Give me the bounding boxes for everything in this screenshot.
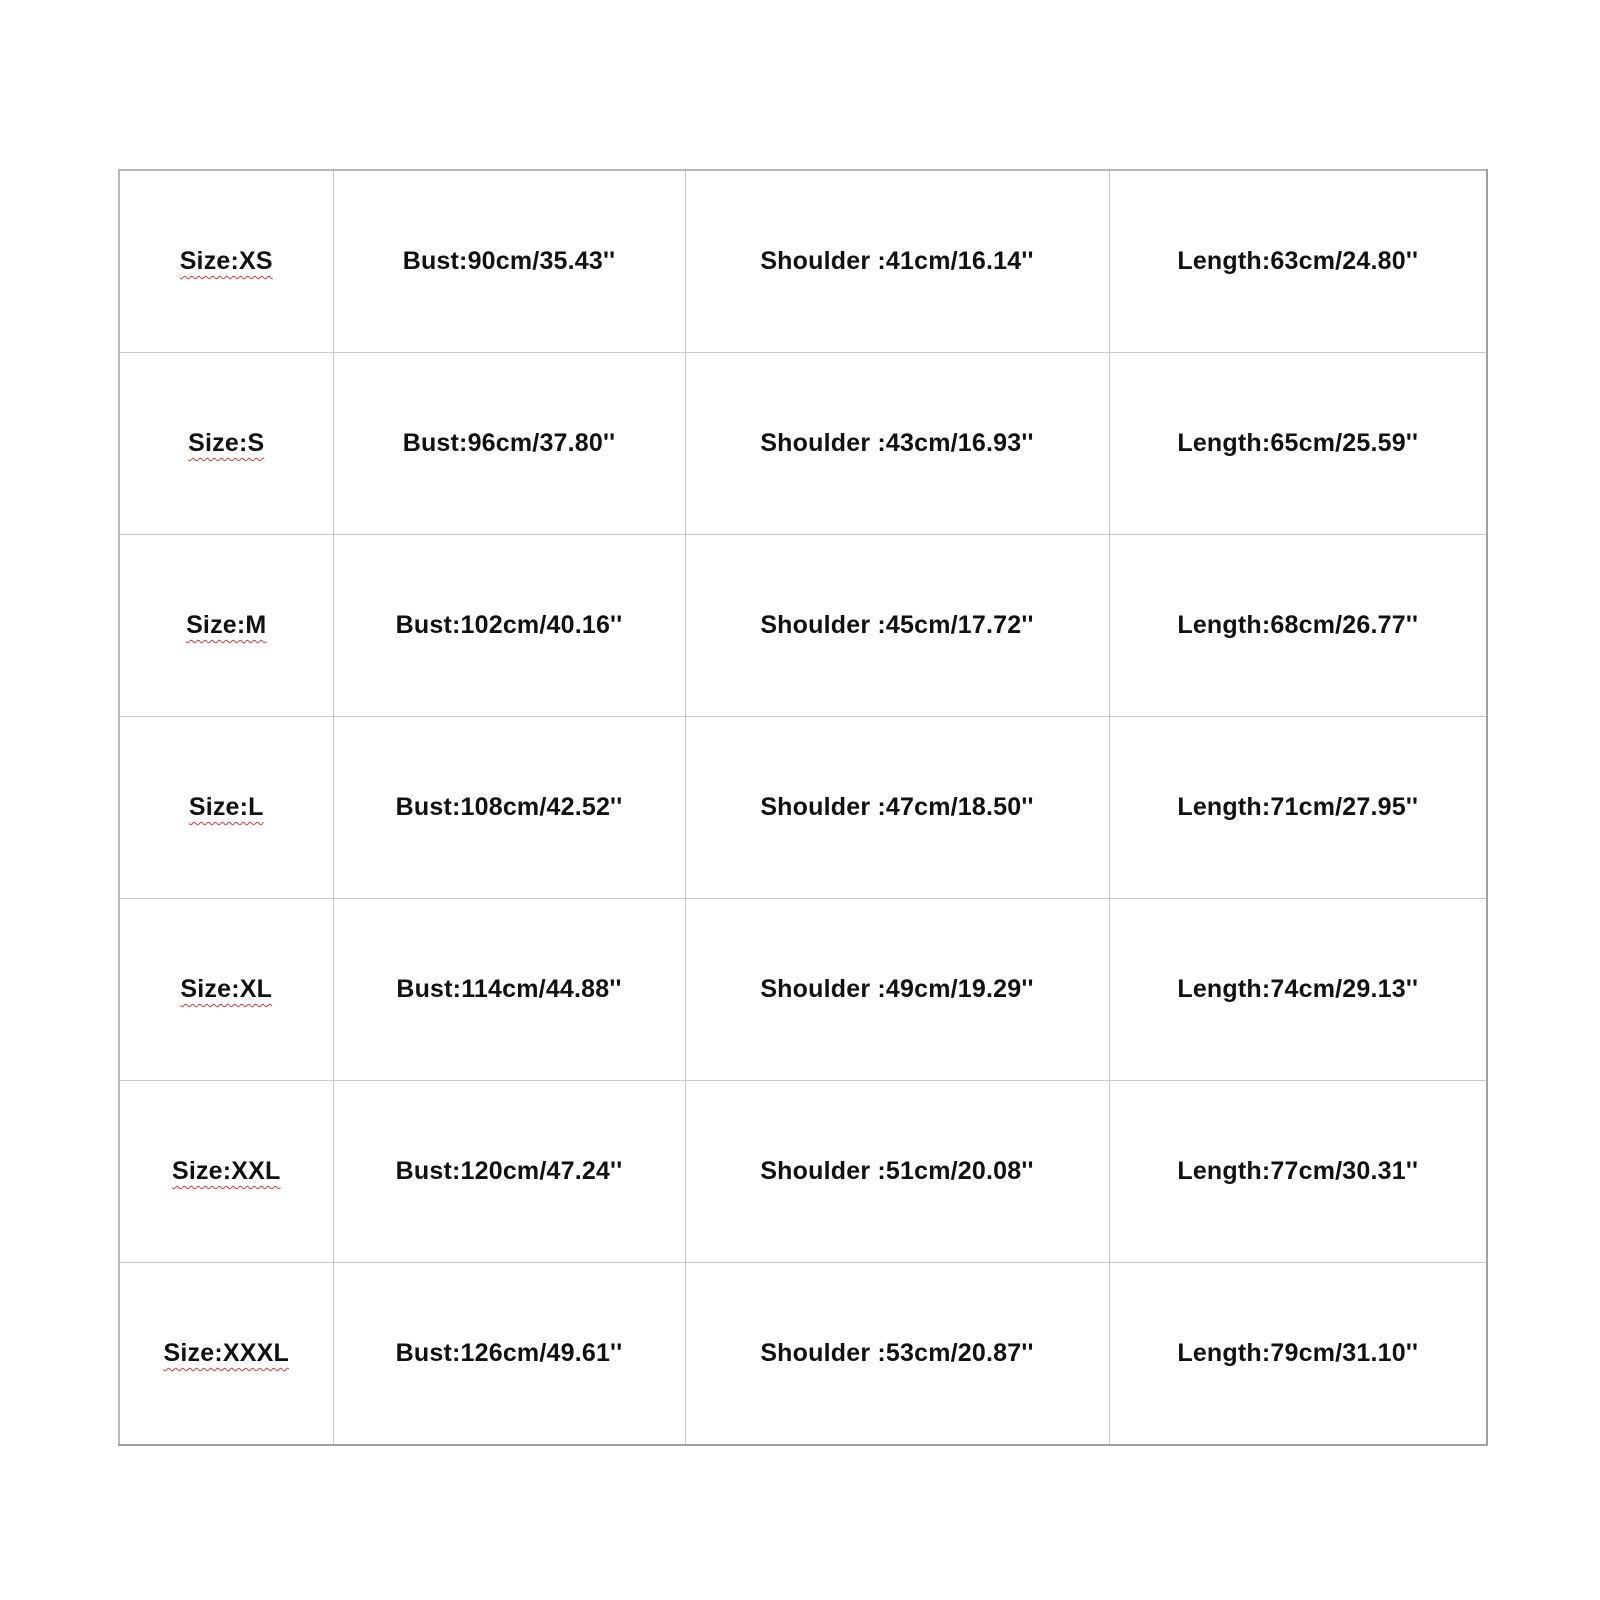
table-row xyxy=(119,535,1487,717)
shoulder-cell: Shoulder :47cm/18.50'' xyxy=(685,717,1109,899)
bust-cell: Bust:108cm/42.52'' xyxy=(333,717,685,899)
length-cell: Length:79cm/31.10'' xyxy=(1109,1263,1487,1446)
length-cell: Length:71cm/27.95'' xyxy=(1109,717,1487,899)
length-cell: Length:68cm/26.77'' xyxy=(1109,535,1487,717)
bust-cell: Bust:96cm/37.80'' xyxy=(333,353,685,535)
bust-cell: Bust:126cm/49.61'' xyxy=(333,1263,685,1446)
size-label: Size:XL xyxy=(180,975,273,1003)
shoulder-cell: Shoulder :49cm/19.29'' xyxy=(685,899,1109,1081)
table-row xyxy=(119,899,1487,1081)
size-label: Size:L xyxy=(188,793,264,821)
bust-cell: Bust:102cm/40.16'' xyxy=(333,535,685,717)
length-cell: Length:74cm/29.13'' xyxy=(1109,899,1487,1081)
length-cell: Length:63cm/24.80'' xyxy=(1109,170,1487,353)
bust-cell: Bust:120cm/47.24'' xyxy=(333,1081,685,1263)
bust-cell: Bust:114cm/44.88'' xyxy=(333,899,685,1081)
size-cell xyxy=(119,899,333,1081)
shoulder-cell: Shoulder :51cm/20.08'' xyxy=(685,1081,1109,1263)
length-cell: Length:77cm/30.31'' xyxy=(1109,1081,1487,1263)
table-row xyxy=(119,1263,1487,1446)
shoulder-cell: Shoulder :45cm/17.72'' xyxy=(685,535,1109,717)
bust-cell: Bust:90cm/35.43'' xyxy=(333,170,685,353)
size-label: Size:M xyxy=(186,611,267,639)
shoulder-cell: Shoulder :41cm/16.14'' xyxy=(685,170,1109,353)
table-row xyxy=(119,1081,1487,1263)
size-cell xyxy=(119,535,333,717)
shoulder-cell: Shoulder :43cm/16.93'' xyxy=(685,353,1109,535)
shoulder-cell: Shoulder :53cm/20.87'' xyxy=(685,1263,1109,1446)
size-cell xyxy=(119,1263,333,1446)
size-label: Size:S xyxy=(188,429,265,457)
size-label: Size:XXXL xyxy=(163,1339,289,1367)
table-row xyxy=(119,353,1487,535)
length-cell: Length:65cm/25.59'' xyxy=(1109,353,1487,535)
size-cell xyxy=(119,353,333,535)
size-cell xyxy=(119,1081,333,1263)
table-row xyxy=(119,717,1487,899)
size-cell xyxy=(119,717,333,899)
size-cell xyxy=(119,170,333,353)
size-label: Size:XS xyxy=(179,247,273,275)
size-label: Size:XXL xyxy=(171,1157,281,1185)
table-row xyxy=(119,170,1487,353)
size-chart-table xyxy=(118,169,1488,1446)
